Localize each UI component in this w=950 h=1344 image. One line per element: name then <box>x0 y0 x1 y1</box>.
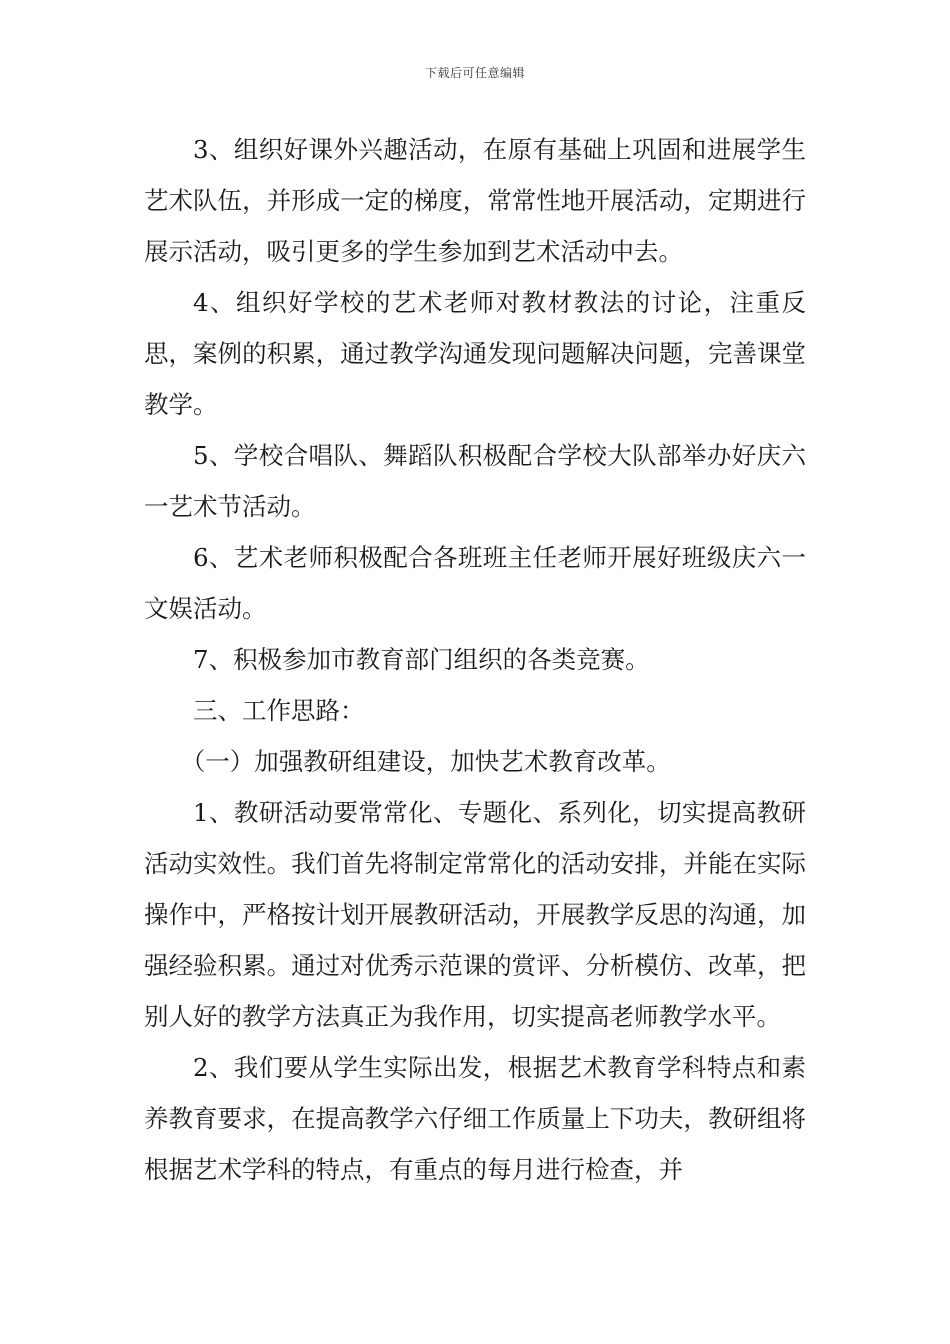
paragraph-idea-1: 1、教研活动要常常化、专题化、系列化，切实提高教研活动实效性。我们首先将制定常常化的活动安排，并能在实际操作中，严格按计划开展教研活动，开展教学反思的沟通，加强经验积累。通过对优秀示范课的赏评、分析模仿、改革，把别人好的教学方法真正为我作用，切实提高老师教学水平。 <box>144 798 806 1031</box>
paragraph-item-3: 3、组织好课外兴趣活动，在原有基础上巩固和进展学生艺术队伍，并形成一定的梯度，常常性地开展活动，定期进行展示活动，吸引更多的学生参加到艺术活动中去。 <box>144 135 806 266</box>
paragraph-item-6: 6、艺术老师积极配合各班班主任老师开展好班级庆六一文娱活动。 <box>144 543 806 623</box>
paragraph-item-5: 5、学校合唱队、舞蹈队积极配合学校大队部举办好庆六一艺术节活动。 <box>144 441 806 521</box>
section-heading-work-ideas: 三、工作思路： <box>193 696 365 725</box>
paragraph-item-7: 7、积极参加市教育部门组织的各类竞赛。 <box>193 645 650 674</box>
paragraph-item-4: 4、组织好学校的艺术老师对教材教法的讨论，注重反思，案例的积累，通过教学沟通发现问题解决问题，完善课堂教学。 <box>144 288 806 419</box>
page-header: 下载后可任意编辑 <box>424 66 525 80</box>
document-body <box>144 124 806 1195</box>
subsection-heading-1: （一）加强教研组建设，加快艺术教育改革。 <box>180 747 671 776</box>
paragraph-idea-2: 2、我们要从学生实际出发，根据艺术教育学科特点和素养教育要求，在提高教学六仔细工作质量上下功夫，教研组将根据艺术学科的特点，有重点的每月进行检查，并 <box>144 1053 806 1184</box>
